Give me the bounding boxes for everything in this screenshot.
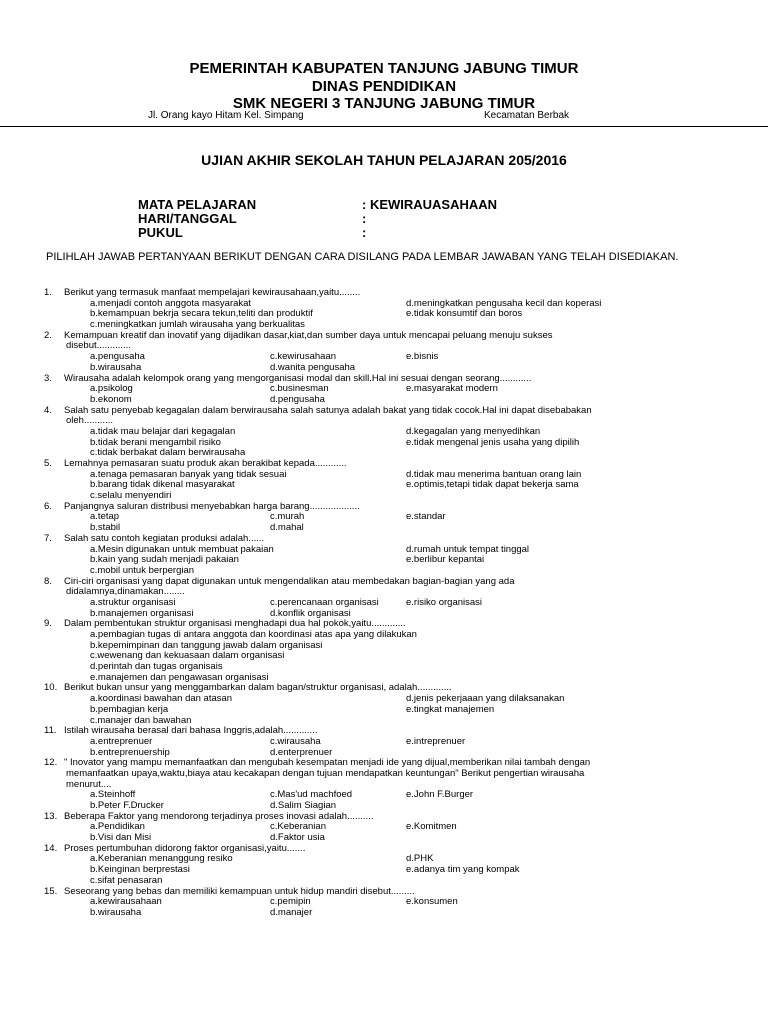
question-number: 14. (44, 842, 58, 854)
question-line (0, 534, 768, 545)
question-text: Kemampuan kreatif dan inovatif yang dijadikan dasar,kiat,dan sumber daya untuk mencapai peluang menuju sukses (64, 329, 553, 341)
question-number: 11. (44, 725, 57, 737)
answer-option: c.selalu menyendiri (90, 490, 172, 502)
answer-option: e.tingkat manajemen (406, 703, 495, 715)
answer-option: d.Faktor usia (270, 832, 325, 844)
answer-option: d.manajer (270, 906, 313, 918)
option-row (0, 737, 768, 748)
answer-option: a.Mesin digunakan untuk membuat pakaian (90, 543, 274, 555)
answer-option: b.ekonom (90, 393, 132, 405)
question-list (0, 288, 768, 919)
question-number: 10. (44, 682, 58, 694)
header-department: DINAS PENDIDIKAN (311, 78, 457, 95)
answer-option: e.John F.Burger (406, 789, 474, 801)
question-text: disebut............. (66, 340, 131, 352)
question-text: Dalam pembentukan struktur organisasi menghadapi dua hal pokok,yaitu............. (64, 618, 406, 630)
info-value: : (362, 225, 367, 240)
answer-option: a.pengusaha (90, 351, 145, 363)
answer-option: c.mobil untuk berpergian (90, 564, 195, 576)
answer-option: e.masyarakat modern (406, 383, 498, 395)
question-item (0, 374, 768, 406)
option-row (0, 395, 768, 406)
question-number: 1. (44, 287, 52, 298)
answer-option: d.PHK (406, 853, 434, 865)
answer-option: b.Visi dan Misi (90, 832, 152, 844)
answer-option: a.Steinhoff (90, 789, 136, 801)
question-text: Wirausaha adalah kelompok orang yang mengorganisasi modal dan skill.Hal ini sesuai dengan seorang............ (64, 372, 532, 384)
option-row (0, 363, 768, 374)
answer-option: d.Salim Siagian (270, 800, 337, 811)
answer-option: b.manajemen organisasi (90, 607, 194, 619)
question-item (0, 288, 768, 331)
answer-option: b.Peter F.Drucker (90, 800, 164, 811)
question-item (0, 887, 768, 919)
info-value: : (362, 211, 367, 226)
question-item (0, 619, 768, 683)
answer-option: d.konflik organisasi (270, 607, 351, 619)
answer-option: e.konsumen (406, 896, 458, 908)
question-text: Berikut yang termasuk manfaat mempelajari kewirausahaan,yaitu........ (64, 287, 361, 298)
question-text: Salah satu penyebab kegagalan dalam berwirausaha salah satunya adalah bakat yang tidak cocok.Hal ini dapat disebabakan (64, 404, 592, 416)
question-number: 13. (44, 810, 58, 822)
answer-option: d.perintah dan tugas organisais (90, 661, 223, 673)
answer-option: e.bisnis (406, 351, 439, 363)
question-item (0, 758, 768, 811)
answer-option: c.kewirusahaan (270, 351, 337, 363)
info-label: HARI/TANGGAL (138, 211, 237, 226)
answer-option: c.pemipin (270, 896, 311, 908)
answer-option: c.Keberanian (270, 821, 326, 833)
option-row (0, 566, 768, 577)
answer-option: a.struktur organisasi (90, 596, 176, 608)
header-government: PEMERINTAH KABUPATEN TANJUNG JABUNG TIMUR (189, 60, 579, 77)
answer-option: a.koordinasi bawahan dan atasan (90, 693, 233, 705)
answer-option: c.tidak berbakat dalam berwirausaha (90, 447, 246, 459)
answer-option: e.tidak mengenal jenis usaha yang dipilih (406, 436, 580, 448)
answer-option: e.standar (406, 511, 446, 523)
question-text: Ciri-ciri organisasi yang dapat digunakan untuk mengendalikan atau membedakan bagian-bagian yang ada (64, 575, 515, 587)
option-row (0, 705, 768, 716)
question-text: Istilah wirausaha berasal dari bahasa Inggris,adalah............. (64, 725, 318, 737)
info-label: MATA PELAJARAN (138, 197, 257, 212)
answer-option: e.intreprenuer (406, 735, 466, 747)
answer-option: c.businesman (270, 383, 329, 395)
exam-title: UJIAN AKHIR SEKOLAH TAHUN PELAJARAN 205/2016 (201, 152, 567, 168)
question-line (0, 769, 768, 780)
question-text: " Inovator yang mampu memanfaatkan dan mengubah kesempatan menjadi ide yang dijual,memberikan nilai tambah dengan (64, 757, 591, 769)
answer-option: d.jenis pekerjaaan yang dilaksanakan (406, 693, 565, 705)
question-text: memanfaatkan upaya,waktu,biaya atau kecakapan dengan tujuan mendapatkan keuntungan" Berikut pengertian wirausaha (66, 767, 585, 779)
question-item (0, 502, 768, 534)
answer-option: b.wirausaha (90, 906, 142, 918)
answer-option: e.risiko organisasi (406, 596, 483, 608)
question-item (0, 844, 768, 887)
answer-option: c.murah (270, 511, 305, 523)
question-text: Proses pertumbuhan didorong faktor organisasi,yaitu....... (64, 842, 306, 854)
address-district: Kecamatan Berbak (484, 110, 570, 121)
question-text: Panjangnya saluran distribusi menyebabkan harga barang................... (64, 500, 360, 512)
answer-option: a.kewirausahaan (90, 896, 162, 908)
question-text: oleh........... (66, 415, 113, 427)
option-row (0, 876, 768, 887)
answer-option: b.kain yang sudah menjadi pakaian (90, 554, 239, 566)
answer-option: e.adanya tim yang kompak (406, 864, 520, 876)
question-number: 7. (44, 532, 52, 544)
question-item (0, 459, 768, 502)
answer-option: a.Keberanian menanggung resiko (90, 853, 233, 865)
option-row (0, 908, 768, 919)
answer-option: d.mahal (270, 522, 304, 534)
answer-option: d.tidak mau menerima bantuan orang lain (406, 468, 582, 480)
answer-option: c.wirausaha (270, 735, 321, 747)
answer-option: b.tidak berani mengambil risiko (90, 436, 221, 448)
question-number: 8. (44, 575, 52, 587)
answer-option: c.Mas'ud machfoed (270, 789, 353, 801)
answer-option: b.pembagian kerja (90, 703, 169, 715)
question-text: didalamnya,dinamakan........ (66, 586, 185, 598)
answer-option: e.Komitmen (406, 821, 457, 833)
answer-option: b.entreprenuership (90, 746, 170, 758)
answer-option: c.manajer dan bawahan (90, 714, 192, 726)
question-number: 6. (44, 500, 52, 512)
header-divider (0, 126, 768, 127)
info-value: : KEWIRAUASAHAAN (362, 197, 498, 212)
answer-option: a.pembagian tugas di antara anggota dan koordinasi atas apa yang dilakukan (90, 629, 417, 640)
answer-option: a.tidak mau belajar dari kegagalan (90, 425, 236, 437)
question-number: 15. (44, 885, 58, 897)
answer-option: a.Pendidikan (90, 821, 145, 833)
answer-option: d.kegagalan yang menyedihkan (406, 425, 541, 437)
question-text: menurut.... (66, 778, 112, 790)
question-text: Salah satu contoh kegiatan produksi adalah...... (64, 532, 265, 544)
answer-option: b.kepemimpinan dan tanggung jawab dalam organisasi (90, 639, 323, 651)
header-school: SMK NEGERI 3 TANJUNG JABUNG TIMUR (232, 95, 536, 112)
question-text: Lemahnya pemasaran suatu produk akan berakibat kepada............ (64, 458, 347, 469)
answer-option: b.kemampuan bekrja secara tekun,teliti dan produktif (90, 308, 313, 320)
answer-option: a.tenaga pemasaran banyak yang tidak sesuai (90, 468, 287, 480)
question-item (0, 812, 768, 844)
question-text: Seseorang yang bebas dan memiliki kemampuan untuk hidup mandiri disebut......... (64, 885, 415, 897)
info-label: PUKUL (138, 225, 183, 240)
answer-option: c.perencanaan organisasi (270, 596, 379, 608)
question-number: 2. (44, 329, 52, 341)
answer-option: b.Keinginan berprestasi (90, 864, 190, 876)
question-line (0, 406, 768, 417)
answer-option: a.tetap (90, 511, 120, 523)
question-text: Berikut bukan unsur yang menggambarkan dalam bagan/struktur organisasi, adalah............. (64, 682, 452, 694)
question-item (0, 406, 768, 459)
answer-option: c.meningkatkan jumlah wirausaha yang berkualitas (90, 319, 305, 331)
question-item (0, 726, 768, 758)
answer-option: d.wanita pengusaha (270, 361, 356, 373)
answer-option: c.sifat penasaran (90, 874, 163, 886)
question-number: 3. (44, 372, 52, 384)
answer-option: b.stabil (90, 522, 121, 534)
question-number: 12. (44, 757, 58, 769)
question-item (0, 331, 768, 374)
answer-option: d.pengusaha (270, 393, 325, 405)
address-street: Jl. Orang kayo Hitam Kel. Simpang (148, 110, 304, 121)
question-number: 4. (44, 404, 52, 416)
answer-option: c.wewenang dan kekuasaan dalam organisasi (90, 650, 285, 662)
answer-option: d.rumah untuk tempat tinggal (406, 543, 530, 555)
question-number: 9. (44, 618, 52, 630)
answer-option: d.meningkatkan pengusaha kecil dan koperasi (406, 297, 602, 309)
answer-option: a.entreprenuer (90, 735, 153, 747)
question-number: 5. (44, 458, 52, 469)
instruction-text: PILIHLAH JAWAB PERTANYAAN BERIKUT DENGAN CARA DISILANG PADA LEMBAR JAWABAN YANG TELAH DISEDIAKAN. (46, 251, 679, 263)
question-item (0, 534, 768, 577)
answer-option: e.berlibur kepantai (406, 554, 485, 566)
question-text: Beberapa Faktor yang mendorong terjadinya proses inovasi adalah.......... (64, 810, 374, 822)
answer-option: e.optimis,tetapi tidak dapat bekerja sama (406, 479, 579, 491)
answer-option: a.psikolog (90, 383, 133, 395)
answer-option: d.enterprenuer (270, 746, 333, 758)
question-item (0, 577, 768, 620)
answer-option: a.menjadi contoh anggota masyarakat (90, 297, 252, 309)
answer-option: b.barang tidak dikenal masyarakat (90, 479, 235, 491)
answer-option: b.wirausaha (90, 361, 142, 373)
question-item (0, 683, 768, 726)
answer-option: e.manajemen dan pengawasan organisasi (90, 671, 269, 683)
answer-option: e.tidak konsumtif dan boros (406, 308, 523, 320)
